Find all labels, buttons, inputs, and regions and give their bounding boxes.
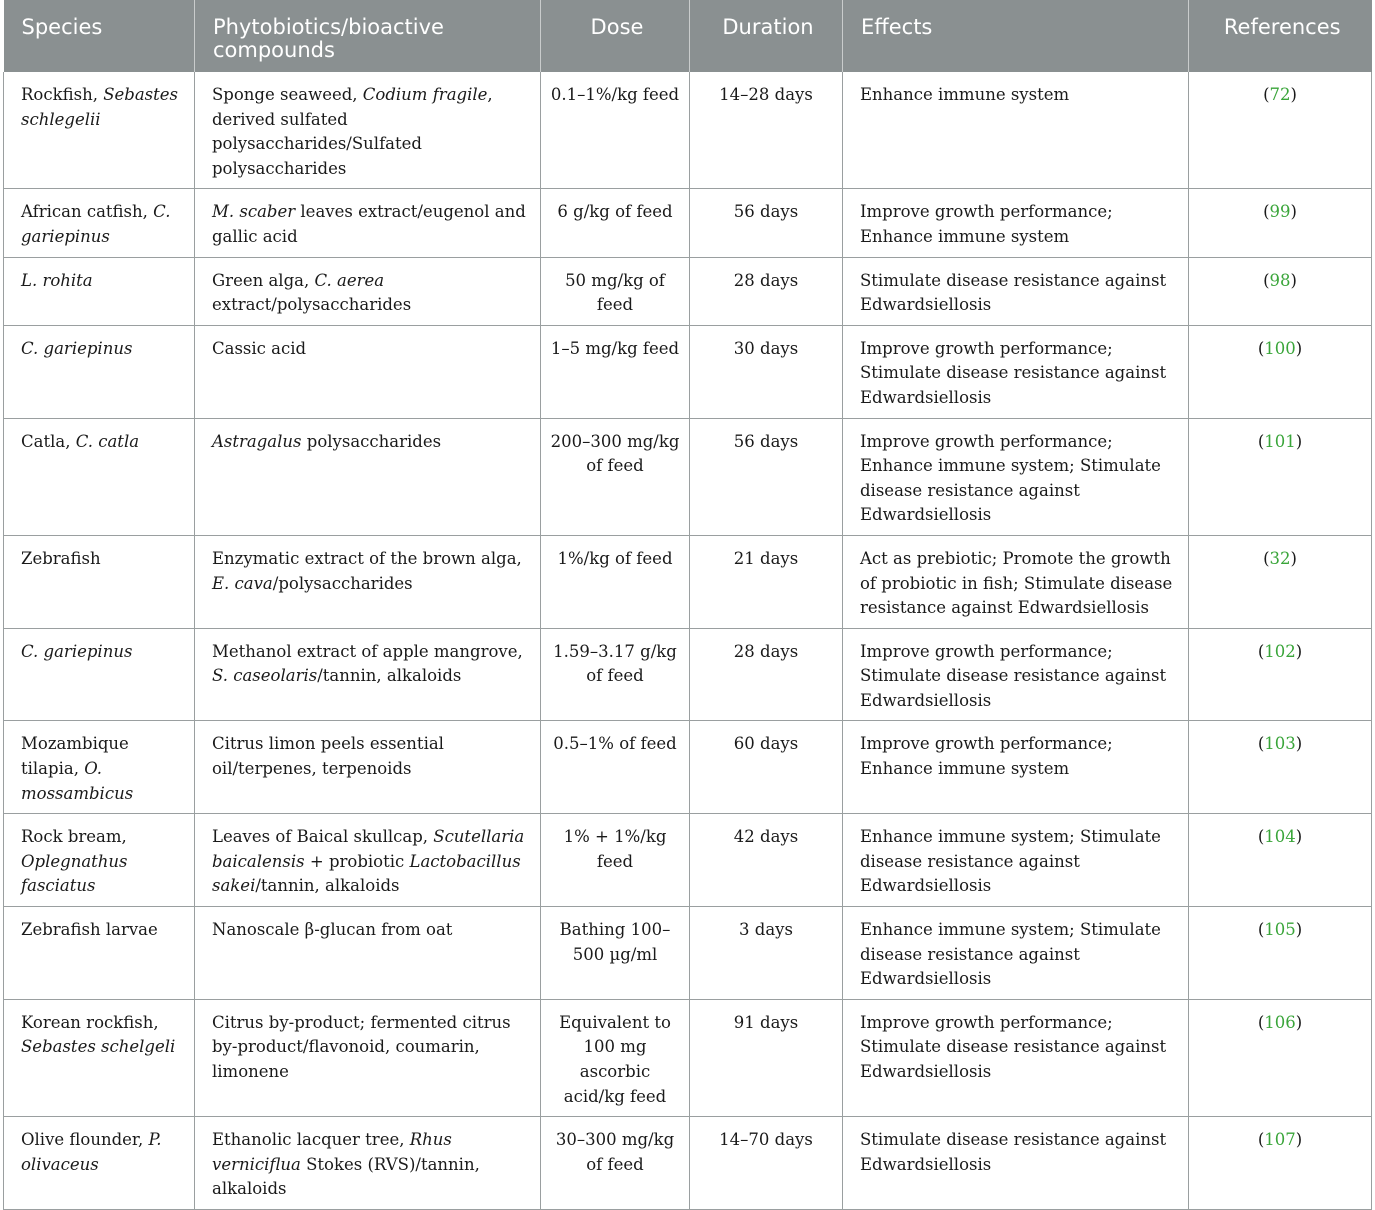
- effects-cell: Improve growth performance; Enhance immune system: [843, 721, 1189, 814]
- compound-cell: M. scaber leaves extract/eugenol and gallic acid: [195, 189, 541, 257]
- reference-cell: (105): [1189, 907, 1372, 1000]
- compound-cell: Astragalus polysaccharides: [195, 418, 541, 535]
- reference-link[interactable]: 107: [1264, 1130, 1296, 1150]
- dose-cell: Bathing 100–500 µg/ml: [541, 907, 690, 1000]
- duration-cell: 28 days: [690, 628, 843, 721]
- dose-cell: 30–300 mg/kg of feed: [541, 1117, 690, 1210]
- duration-cell: 28 days: [690, 257, 843, 325]
- duration-cell: 21 days: [690, 535, 843, 628]
- header-species: Species: [4, 0, 195, 72]
- compound-cell: Sponge seaweed, Codium fragile, derived sulfated polysaccharides/Sulfated polysaccharides: [195, 72, 541, 189]
- effects-cell: Improve growth performance; Enhance immune system; Stimulate disease resistance against Edwardsiellosis: [843, 418, 1189, 535]
- dose-cell: 0.5–1% of feed: [541, 721, 690, 814]
- effects-cell: Improve growth performance; Enhance immune system: [843, 189, 1189, 257]
- reference-link[interactable]: 100: [1264, 338, 1296, 358]
- table-row: [4, 189, 1372, 257]
- header-duration: Duration: [690, 0, 843, 72]
- duration-cell: 60 days: [690, 721, 843, 814]
- reference-cell: (104): [1189, 814, 1372, 907]
- reference-link[interactable]: 105: [1264, 920, 1296, 940]
- duration-cell: 91 days: [690, 999, 843, 1116]
- header-dose: Dose: [541, 0, 690, 72]
- table-row: [4, 257, 1372, 325]
- reference-link[interactable]: 72: [1269, 85, 1291, 104]
- duration-cell: 30 days: [690, 325, 843, 418]
- phytobiotics-table: [3, 0, 1372, 1210]
- table-header-row: [4, 0, 1372, 72]
- table-row: [4, 535, 1372, 628]
- effects-cell: Stimulate disease resistance against Edwardsiellosis: [843, 1117, 1189, 1210]
- species-cell: Korean rockfish, Sebastes schelgeli: [4, 999, 195, 1116]
- reference-cell: (107): [1189, 1117, 1372, 1210]
- dose-cell: 1%/kg of feed: [541, 535, 690, 628]
- table-container: [3, 0, 1371, 1210]
- dose-cell: 200–300 mg/kg of feed: [541, 418, 690, 535]
- species-cell: Catla, C. catla: [4, 418, 195, 535]
- compound-cell: Ethanolic lacquer tree, Rhus verniciflua Stokes (RVS)/tannin, alkaloids: [195, 1117, 541, 1210]
- duration-cell: 3 days: [690, 907, 843, 1000]
- dose-cell: 50 mg/kg of feed: [541, 257, 690, 325]
- effects-cell: Stimulate disease resistance against Edwardsiellosis: [843, 257, 1189, 325]
- table-row: [4, 418, 1372, 535]
- species-cell: Mozambique tilapia, O. mossambicus: [4, 721, 195, 814]
- reference-cell: (99): [1189, 189, 1372, 257]
- effects-cell: Improve growth performance; Stimulate disease resistance against Edwardsiellosis: [843, 628, 1189, 721]
- dose-cell: 1% + 1%/kg feed: [541, 814, 690, 907]
- species-cell: Zebrafish larvae: [4, 907, 195, 1000]
- header-references: References: [1189, 0, 1372, 72]
- table-row: [4, 999, 1372, 1116]
- reference-link[interactable]: 104: [1264, 827, 1296, 847]
- effects-cell: Enhance immune system: [843, 72, 1189, 189]
- table-row: [4, 907, 1372, 1000]
- reference-cell: (72): [1189, 72, 1372, 189]
- table-row: [4, 628, 1372, 721]
- table-row: [4, 1117, 1372, 1210]
- effects-cell: Improve growth performance; Stimulate disease resistance against Edwardsiellosis: [843, 325, 1189, 418]
- reference-cell: (100): [1189, 325, 1372, 418]
- reference-link[interactable]: 98: [1269, 270, 1291, 290]
- reference-link[interactable]: 102: [1264, 641, 1296, 661]
- table-row: [4, 814, 1372, 907]
- table-row: [4, 325, 1372, 418]
- dose-cell: Equivalent to 100 mg ascorbic acid/kg feed: [541, 999, 690, 1116]
- reference-link[interactable]: 101: [1264, 431, 1296, 451]
- reference-cell: (106): [1189, 999, 1372, 1116]
- reference-cell: (102): [1189, 628, 1372, 721]
- effects-cell: Enhance immune system; Stimulate disease resistance against Edwardsiellosis: [843, 814, 1189, 907]
- table-row: [4, 721, 1372, 814]
- species-cell: C. gariepinus: [4, 325, 195, 418]
- compound-cell: Methanol extract of apple mangrove, S. caseolaris/tannin, alkaloids: [195, 628, 541, 721]
- reference-cell: (103): [1189, 721, 1372, 814]
- duration-cell: 56 days: [690, 418, 843, 535]
- dose-cell: 1.59–3.17 g/kg of feed: [541, 628, 690, 721]
- reference-link[interactable]: 106: [1264, 1012, 1296, 1032]
- species-cell: L. rohita: [4, 257, 195, 325]
- compound-cell: Cassic acid: [195, 325, 541, 418]
- reference-link[interactable]: 32: [1269, 548, 1291, 568]
- reference-cell: (101): [1189, 418, 1372, 535]
- compound-cell: Leaves of Baical skullcap, Scutellaria baicalensis + probiotic Lactobacillus sakei/tannin, alkaloids: [195, 814, 541, 907]
- species-cell: African catfish, C. gariepinus: [4, 189, 195, 257]
- dose-cell: 0.1–1%/kg feed: [541, 72, 690, 189]
- compound-cell: Citrus by-product; fermented citrus by-product/flavonoid, coumarin, limonene: [195, 999, 541, 1116]
- compound-cell: Nanoscale β-glucan from oat: [195, 907, 541, 1000]
- reference-link[interactable]: 99: [1269, 202, 1291, 222]
- table-row: [4, 72, 1372, 189]
- species-cell: Zebrafish: [4, 535, 195, 628]
- compound-cell: Enzymatic extract of the brown alga, E. cava/polysaccharides: [195, 535, 541, 628]
- effects-cell: Act as prebiotic; Promote the growth of probiotic in fish; Stimulate disease resistance against Edwardsiellosis: [843, 535, 1189, 628]
- duration-cell: 42 days: [690, 814, 843, 907]
- species-cell: Rockfish, Sebastes schlegelii: [4, 72, 195, 189]
- reference-cell: (32): [1189, 535, 1372, 628]
- compound-cell: Citrus limon peels essential oil/terpenes, terpenoids: [195, 721, 541, 814]
- duration-cell: 14–28 days: [690, 72, 843, 189]
- table-body: [4, 72, 1372, 1209]
- compound-cell: Green alga, C. aerea extract/polysaccharides: [195, 257, 541, 325]
- species-cell: C. gariepinus: [4, 628, 195, 721]
- species-cell: Olive flounder, P. olivaceus: [4, 1117, 195, 1210]
- reference-link[interactable]: 103: [1264, 734, 1296, 754]
- effects-cell: Enhance immune system; Stimulate disease resistance against Edwardsiellosis: [843, 907, 1189, 1000]
- duration-cell: 14–70 days: [690, 1117, 843, 1210]
- species-cell: Rock bream, Oplegnathus fasciatus: [4, 814, 195, 907]
- dose-cell: 6 g/kg of feed: [541, 189, 690, 257]
- dose-cell: 1–5 mg/kg feed: [541, 325, 690, 418]
- reference-cell: (98): [1189, 257, 1372, 325]
- header-compounds: Phytobiotics/bioactive compounds: [195, 0, 541, 72]
- duration-cell: 56 days: [690, 189, 843, 257]
- header-effects: Effects: [843, 0, 1189, 72]
- effects-cell: Improve growth performance; Stimulate disease resistance against Edwardsiellosis: [843, 999, 1189, 1116]
